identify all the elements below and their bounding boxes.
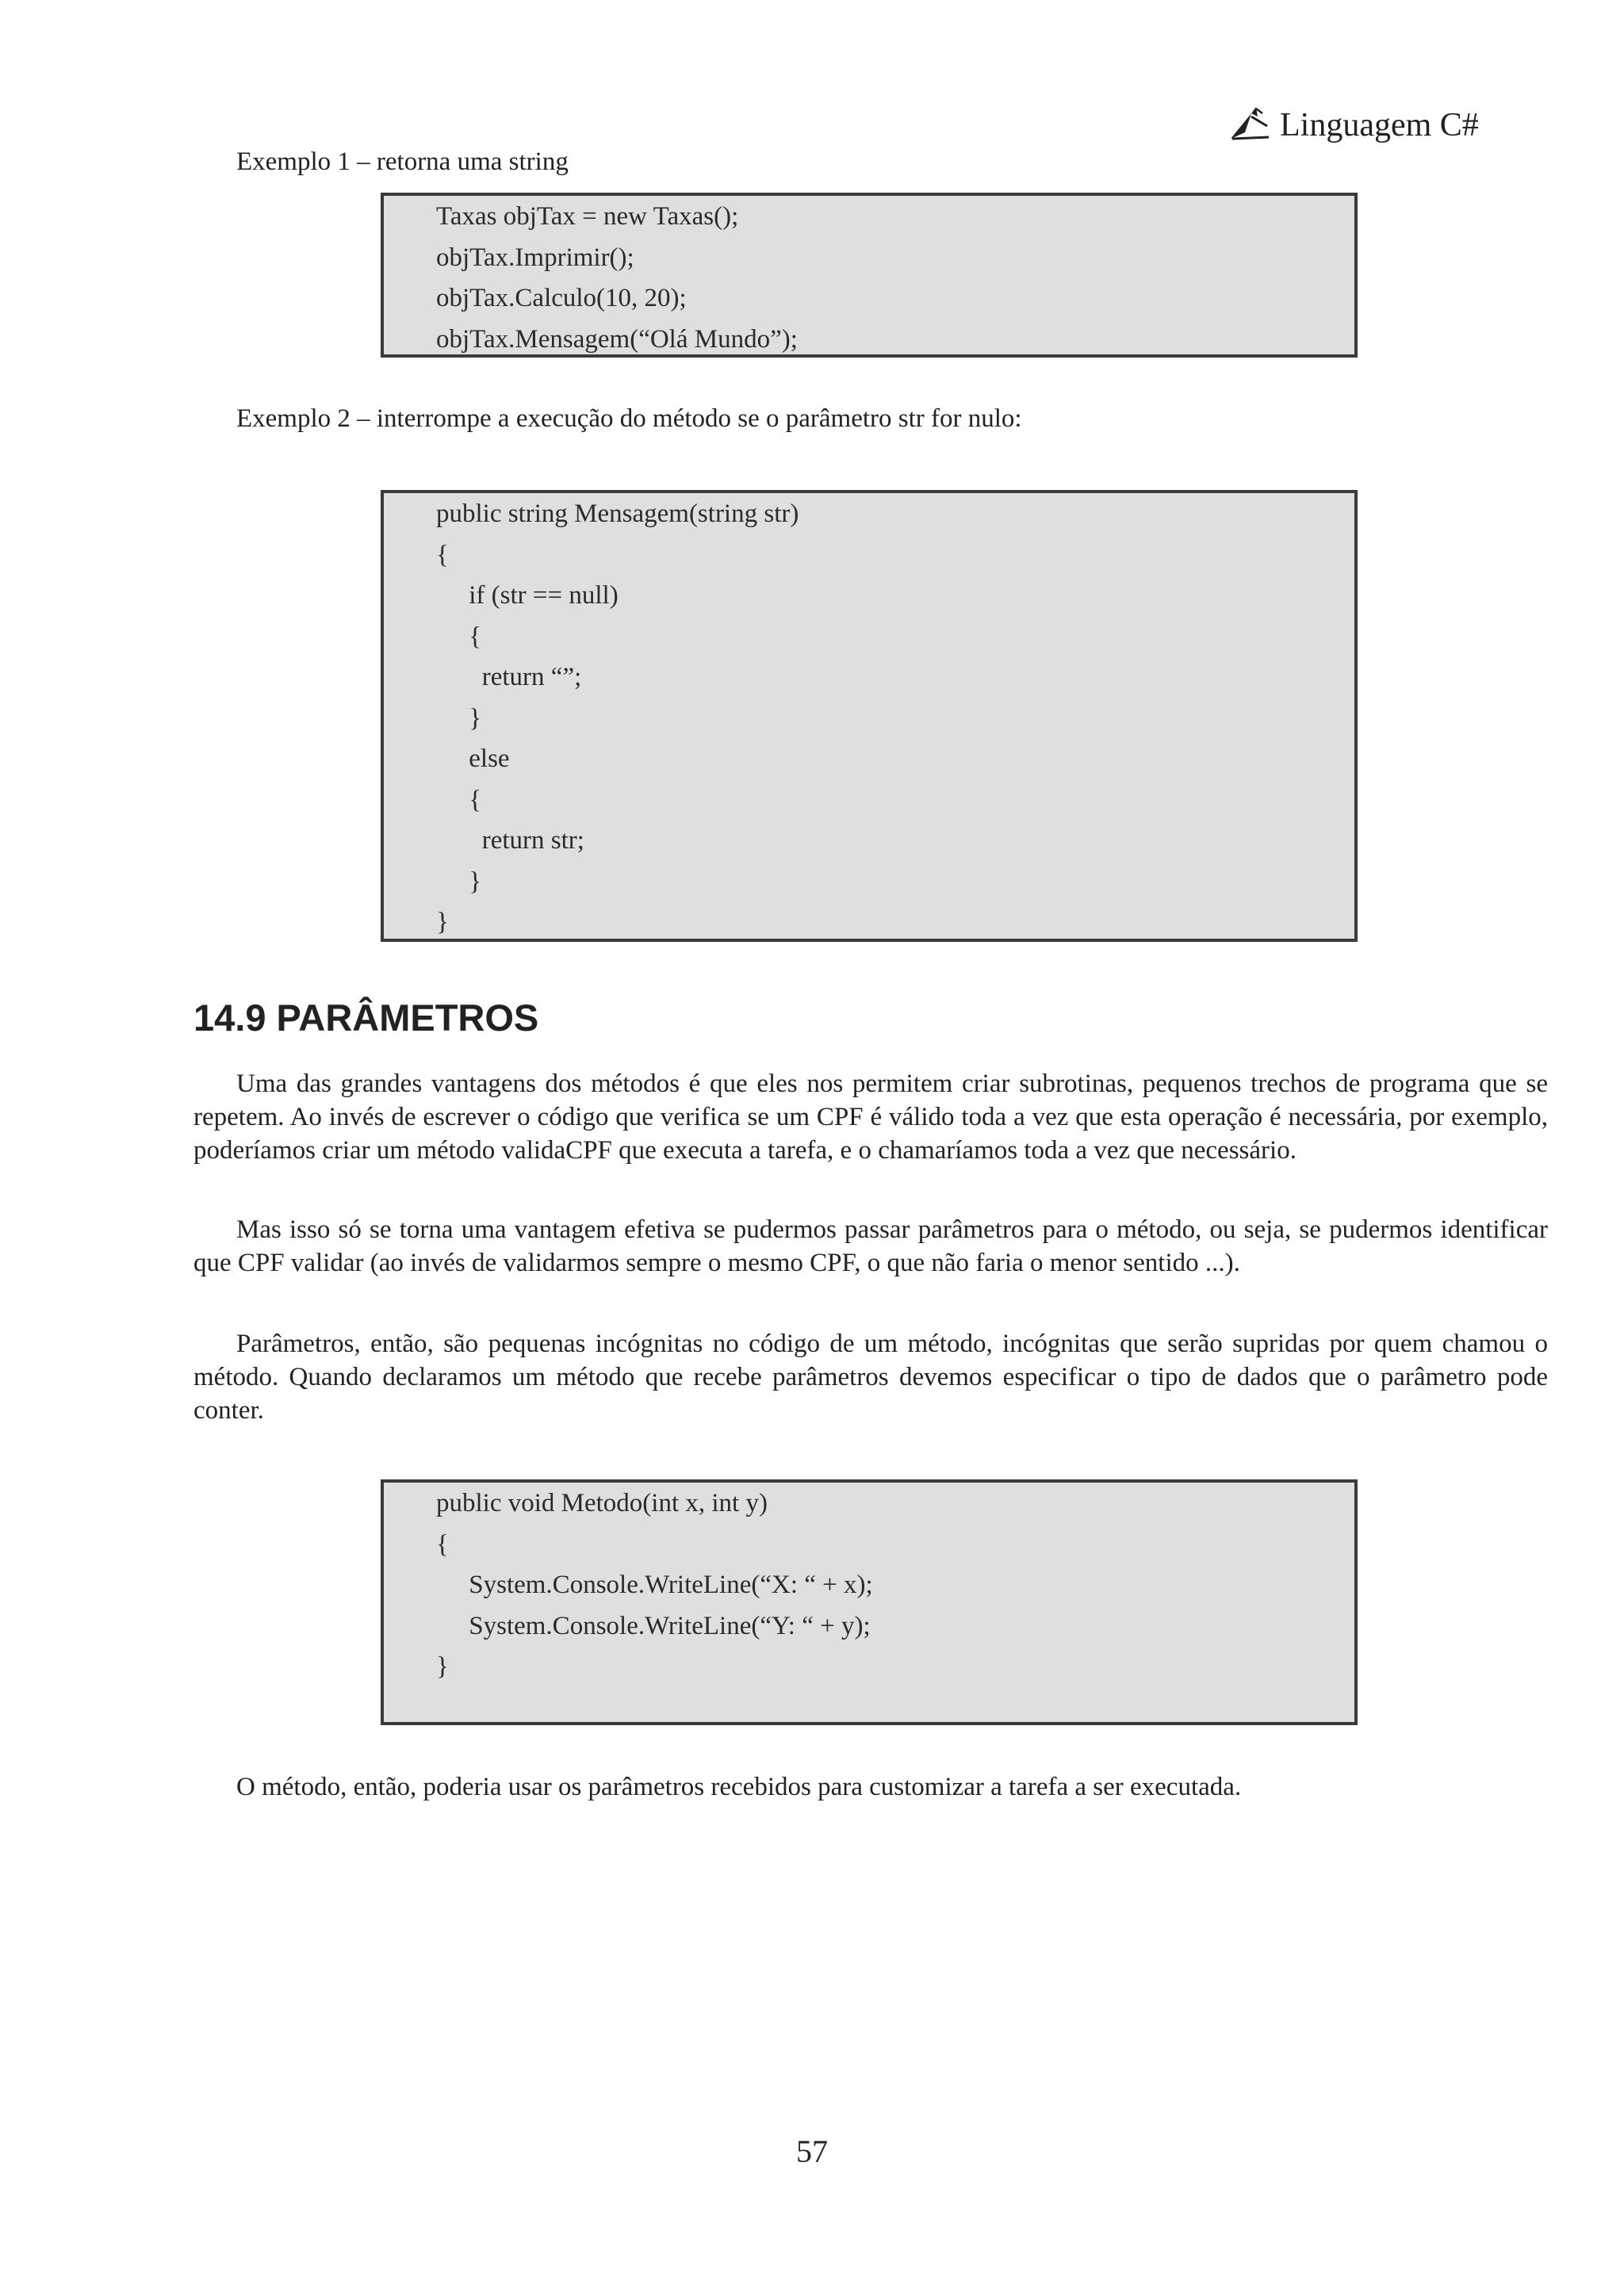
code-line: if (str == null) [436,581,619,610]
running-header [1228,101,1479,149]
code-line: objTax.Calculo(10, 20); [436,284,687,312]
page-number: 57 [796,2133,828,2169]
code-line: } [436,1652,449,1681]
code-line: { [436,785,482,814]
code-line: return str; [436,826,584,855]
closing-paragraph: O método, então, poderia usar os parâmetros recebidos para customizar a tarefa a ser executada. [236,1773,1242,1801]
code-line: { [436,1529,449,1559]
code-line: objTax.Imprimir(); [436,243,634,272]
header-title: Linguagem C# [1280,107,1479,144]
code-block-example-2 [381,490,1358,942]
code-line: } [436,703,482,733]
paragraph-3: Parâmetros, então, são pequenas incógnitas no código de um método, incógnitas que serão supridas por quem chamou o método. Quando declaramos um método que recebe parâmetros devemos especificar o tipo de dados que o parâmetro pode conter. [193,1330,1548,1425]
code-line: objTax.Mensagem(“Olá Mundo”); [436,324,798,354]
code-line: public void Metodo(int x, int y) [436,1489,768,1517]
code-line: } [436,908,449,936]
code-line: System.Console.WriteLine(“X: “ + x); [436,1571,873,1599]
paragraph-2: Mas isso só se torna uma vantagem efetiva se pudermos passar parâmetros para o método, ou seja, se pudermos identificar que CPF validar (ao invés de validarmos sempre o mesmo CPF, o que não faria o menor sentido ...). [193,1215,1548,1277]
example-1-caption: Exemplo 1 – retorna uma string [236,147,569,176]
code-line: System.Console.WriteLine(“Y: “ + y); [436,1611,871,1640]
code-line: { [436,540,449,569]
code-block-example-3 [381,1479,1358,1725]
code-line: return “”; [436,663,582,691]
code-line: Taxas objTax = new Taxas(); [436,202,739,231]
section-title: 14.9 PARÂMETROS [193,997,539,1039]
quill-pen-icon [1228,105,1272,146]
code-line: } [436,867,482,896]
example-2-caption: Exemplo 2 – interrompe a execução do método se o parâmetro str for nulo: [236,404,1022,433]
code-line: public string Mensagem(string str) [436,499,799,528]
code-line: else [436,744,510,773]
code-line: { [436,622,482,651]
paragraph-1: Uma das grandes vantagens dos métodos é que eles nos permitem criar subrotinas, pequenos trechos de programa que se repetem. Ao invés de escrever o código que verifica se um CPF é válido toda a vez que esta operação é necessária, por exemplo, poderíamos criar um método validaCPF que executa a tarefa, e o chamaríamos toda a vez que necessário. [193,1070,1548,1165]
code-block-example-1 [381,193,1358,358]
